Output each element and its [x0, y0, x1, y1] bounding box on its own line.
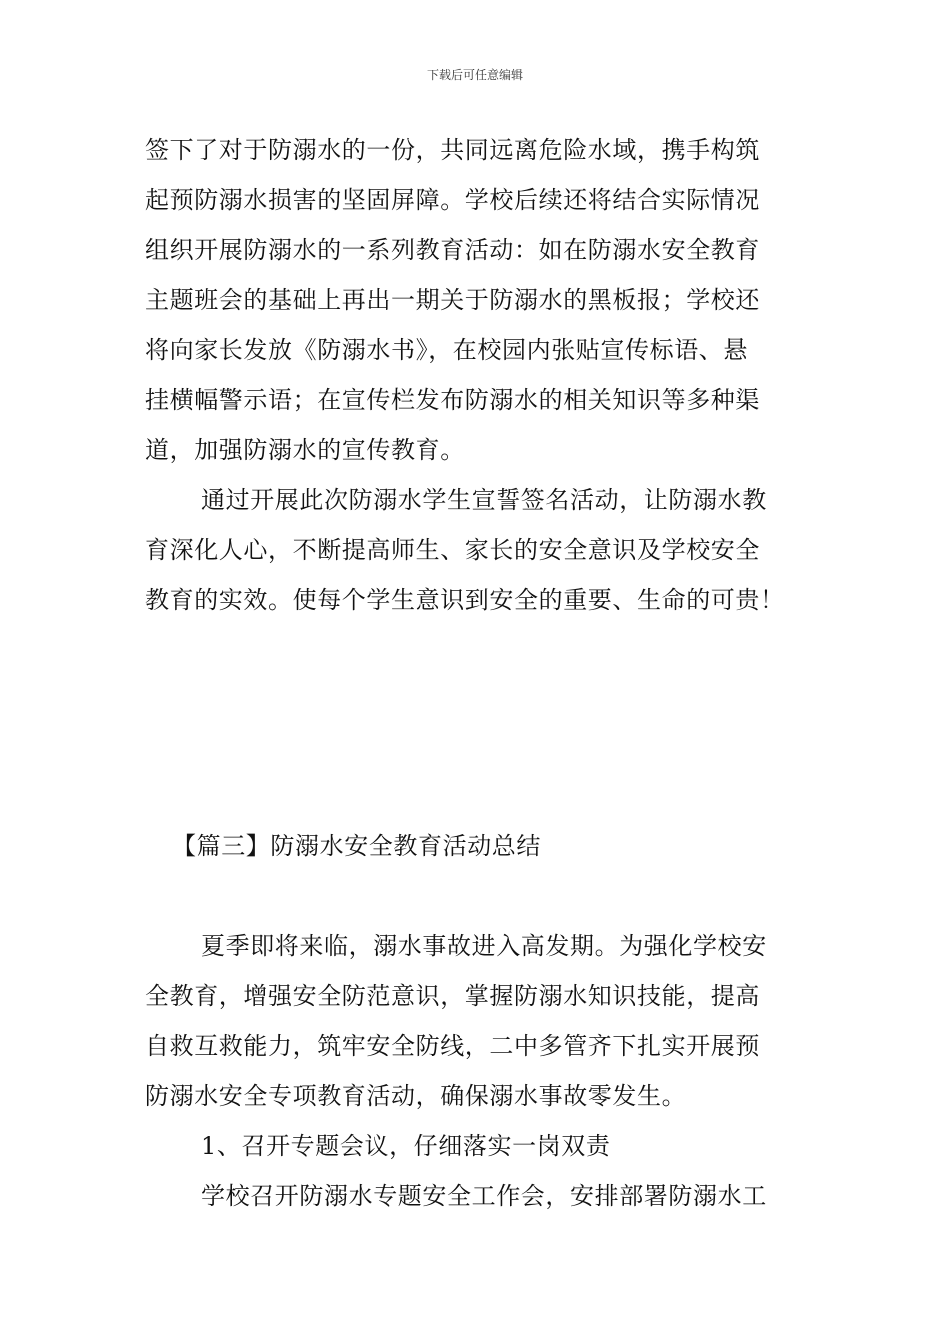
- body-line: 将向家长发放《防溺水书》，在校园内张贴宣传标语、悬: [145, 336, 748, 364]
- body-line: 起预防溺水损害的坚固屏障。学校后续还将结合实际情况: [145, 186, 760, 214]
- section-heading: 【篇三】防溺水安全教育活动总结: [172, 832, 541, 860]
- paragraph-first-line: 通过开展此次防溺水学生宣誓签名活动，让防溺水教: [201, 486, 767, 514]
- body-line: 主题班会的基础上再出一期关于防溺水的黑板报；学校还: [145, 286, 760, 314]
- body-line: 道，加强防溺水的宣传教育。: [145, 436, 465, 464]
- body-line: 育深化人心，不断提高师生、家长的安全意识及学校安全: [145, 536, 760, 564]
- body-line: 自救互救能力，筑牢安全防线，二中多管齐下扎实开展预: [145, 1032, 760, 1060]
- paragraph-first-line: 夏季即将来临，溺水事故进入高发期。为强化学校安: [201, 932, 767, 960]
- list-item-heading: 1、召开专题会议，仔细落实一岗双责: [201, 1132, 611, 1160]
- paragraph-first-line: 学校召开防溺水专题安全工作会，安排部署防溺水工: [201, 1182, 767, 1210]
- body-line: 签下了对于防溺水的一份，共同远离危险水域，携手构筑: [145, 136, 760, 164]
- body-line: 教育的实效。使每个学生意识到安全的重要、生命的可贵！: [145, 586, 785, 614]
- body-line: 挂横幅警示语；在宣传栏发布防溺水的相关知识等多种渠: [145, 386, 760, 414]
- page-header: 下载后可任意编辑: [426, 68, 523, 82]
- body-line: 全教育，增强安全防范意识，掌握防溺水知识技能，提高: [145, 982, 760, 1010]
- body-line: 防溺水安全专项教育活动，确保溺水事故零发生。: [145, 1082, 687, 1110]
- body-line: 组织开展防溺水的一系列教育活动：如在防溺水安全教育: [145, 236, 760, 264]
